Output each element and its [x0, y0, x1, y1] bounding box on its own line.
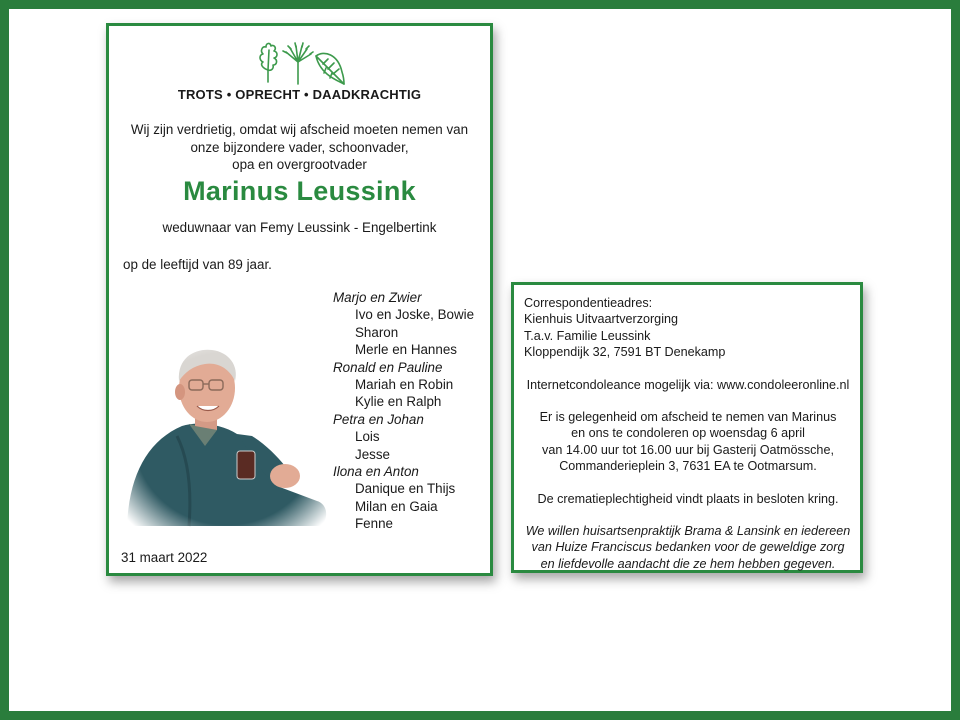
portrait-photo: [117, 326, 337, 531]
address-line: Correspondentieadres:: [524, 296, 653, 310]
intro-text: [109, 121, 490, 174]
info-card: [511, 282, 863, 573]
address-line: Kloppendijk 32, 7591 BT Denekamp: [524, 345, 726, 360]
intro-line: Wij zijn verdrietig, omdat wij afscheid moeten nemen van: [130, 122, 469, 137]
family-couple: Marjo en Zwier: [333, 290, 422, 305]
family-child: Ivo en Joske, Bowie: [355, 307, 475, 323]
farewell-line: Er is gelegenheid om afscheid te nemen van Marinus: [539, 410, 837, 425]
deceased-name: Marinus Leussink: [183, 176, 416, 206]
family-child: Mariah en Robin: [355, 377, 454, 393]
family-child: Jesse: [355, 446, 390, 462]
thanks-line: van Huize Franciscus bedanken voor de geweldige zorg: [531, 540, 845, 555]
address-line: T.a.v. Familie Leussink: [524, 328, 651, 343]
farewell-line: Commanderieplein 3, 7631 EA te Ootmarsum.: [559, 459, 817, 474]
family-child: Danique en Thijs: [355, 481, 456, 497]
farewell-line: en ons te condoleren op woensdag 6 april: [571, 426, 805, 441]
farewell-block: [524, 409, 852, 475]
family-couple: Ronald en Pauline: [333, 359, 443, 375]
family-list: [333, 289, 474, 533]
obituary-card: [106, 23, 493, 576]
motto: TROTS • OPRECHT • DAADKRACHTIG: [177, 87, 422, 102]
internet-line: [524, 377, 852, 393]
intro-line: opa en overgrootvader: [232, 157, 367, 172]
thanks-block: [524, 523, 852, 572]
cremation-line: [524, 491, 852, 507]
farewell-line: van 14.00 uur tot 16.00 uur bij Gasterij Oatmössche,: [542, 442, 834, 457]
thanks-line: We willen huisartsenpraktijk Brama & Lansink en iedereen: [525, 524, 851, 539]
family-child: Merle en Hannes: [355, 342, 457, 358]
date-line: 31 maart 2022: [121, 550, 208, 565]
family-child: Lois: [355, 429, 380, 445]
info-text: [524, 295, 852, 572]
address-line: Kienhuis Uitvaartverzorging: [524, 312, 678, 327]
thanks-line: en liefdevolle aandacht die ze hem hebben gegeven.: [540, 556, 836, 571]
intro-line: onze bijzondere vader, schoonvader,: [190, 139, 409, 155]
family-child: Kylie en Ralph: [355, 394, 442, 410]
leaves-icon: [254, 40, 349, 85]
address-block: [524, 295, 852, 361]
family-couple: Ilona en Anton: [333, 464, 419, 480]
family-child: Fenne: [355, 516, 393, 532]
family-couple: Petra en Johan: [333, 411, 424, 427]
age-line: op de leeftijd van 89 jaar.: [123, 257, 272, 272]
internet-text: Internetcondoleance mogelijk via: www.condoleeronline.nl: [526, 377, 850, 392]
spouse-line: weduwnaar van Femy Leussink - Engelbertink: [162, 220, 437, 235]
family-child: Milan en Gaia: [355, 498, 438, 514]
cremation-text: De crematieplechtigheid vindt plaats in besloten kring.: [537, 491, 839, 506]
family-child: Sharon: [355, 324, 399, 340]
